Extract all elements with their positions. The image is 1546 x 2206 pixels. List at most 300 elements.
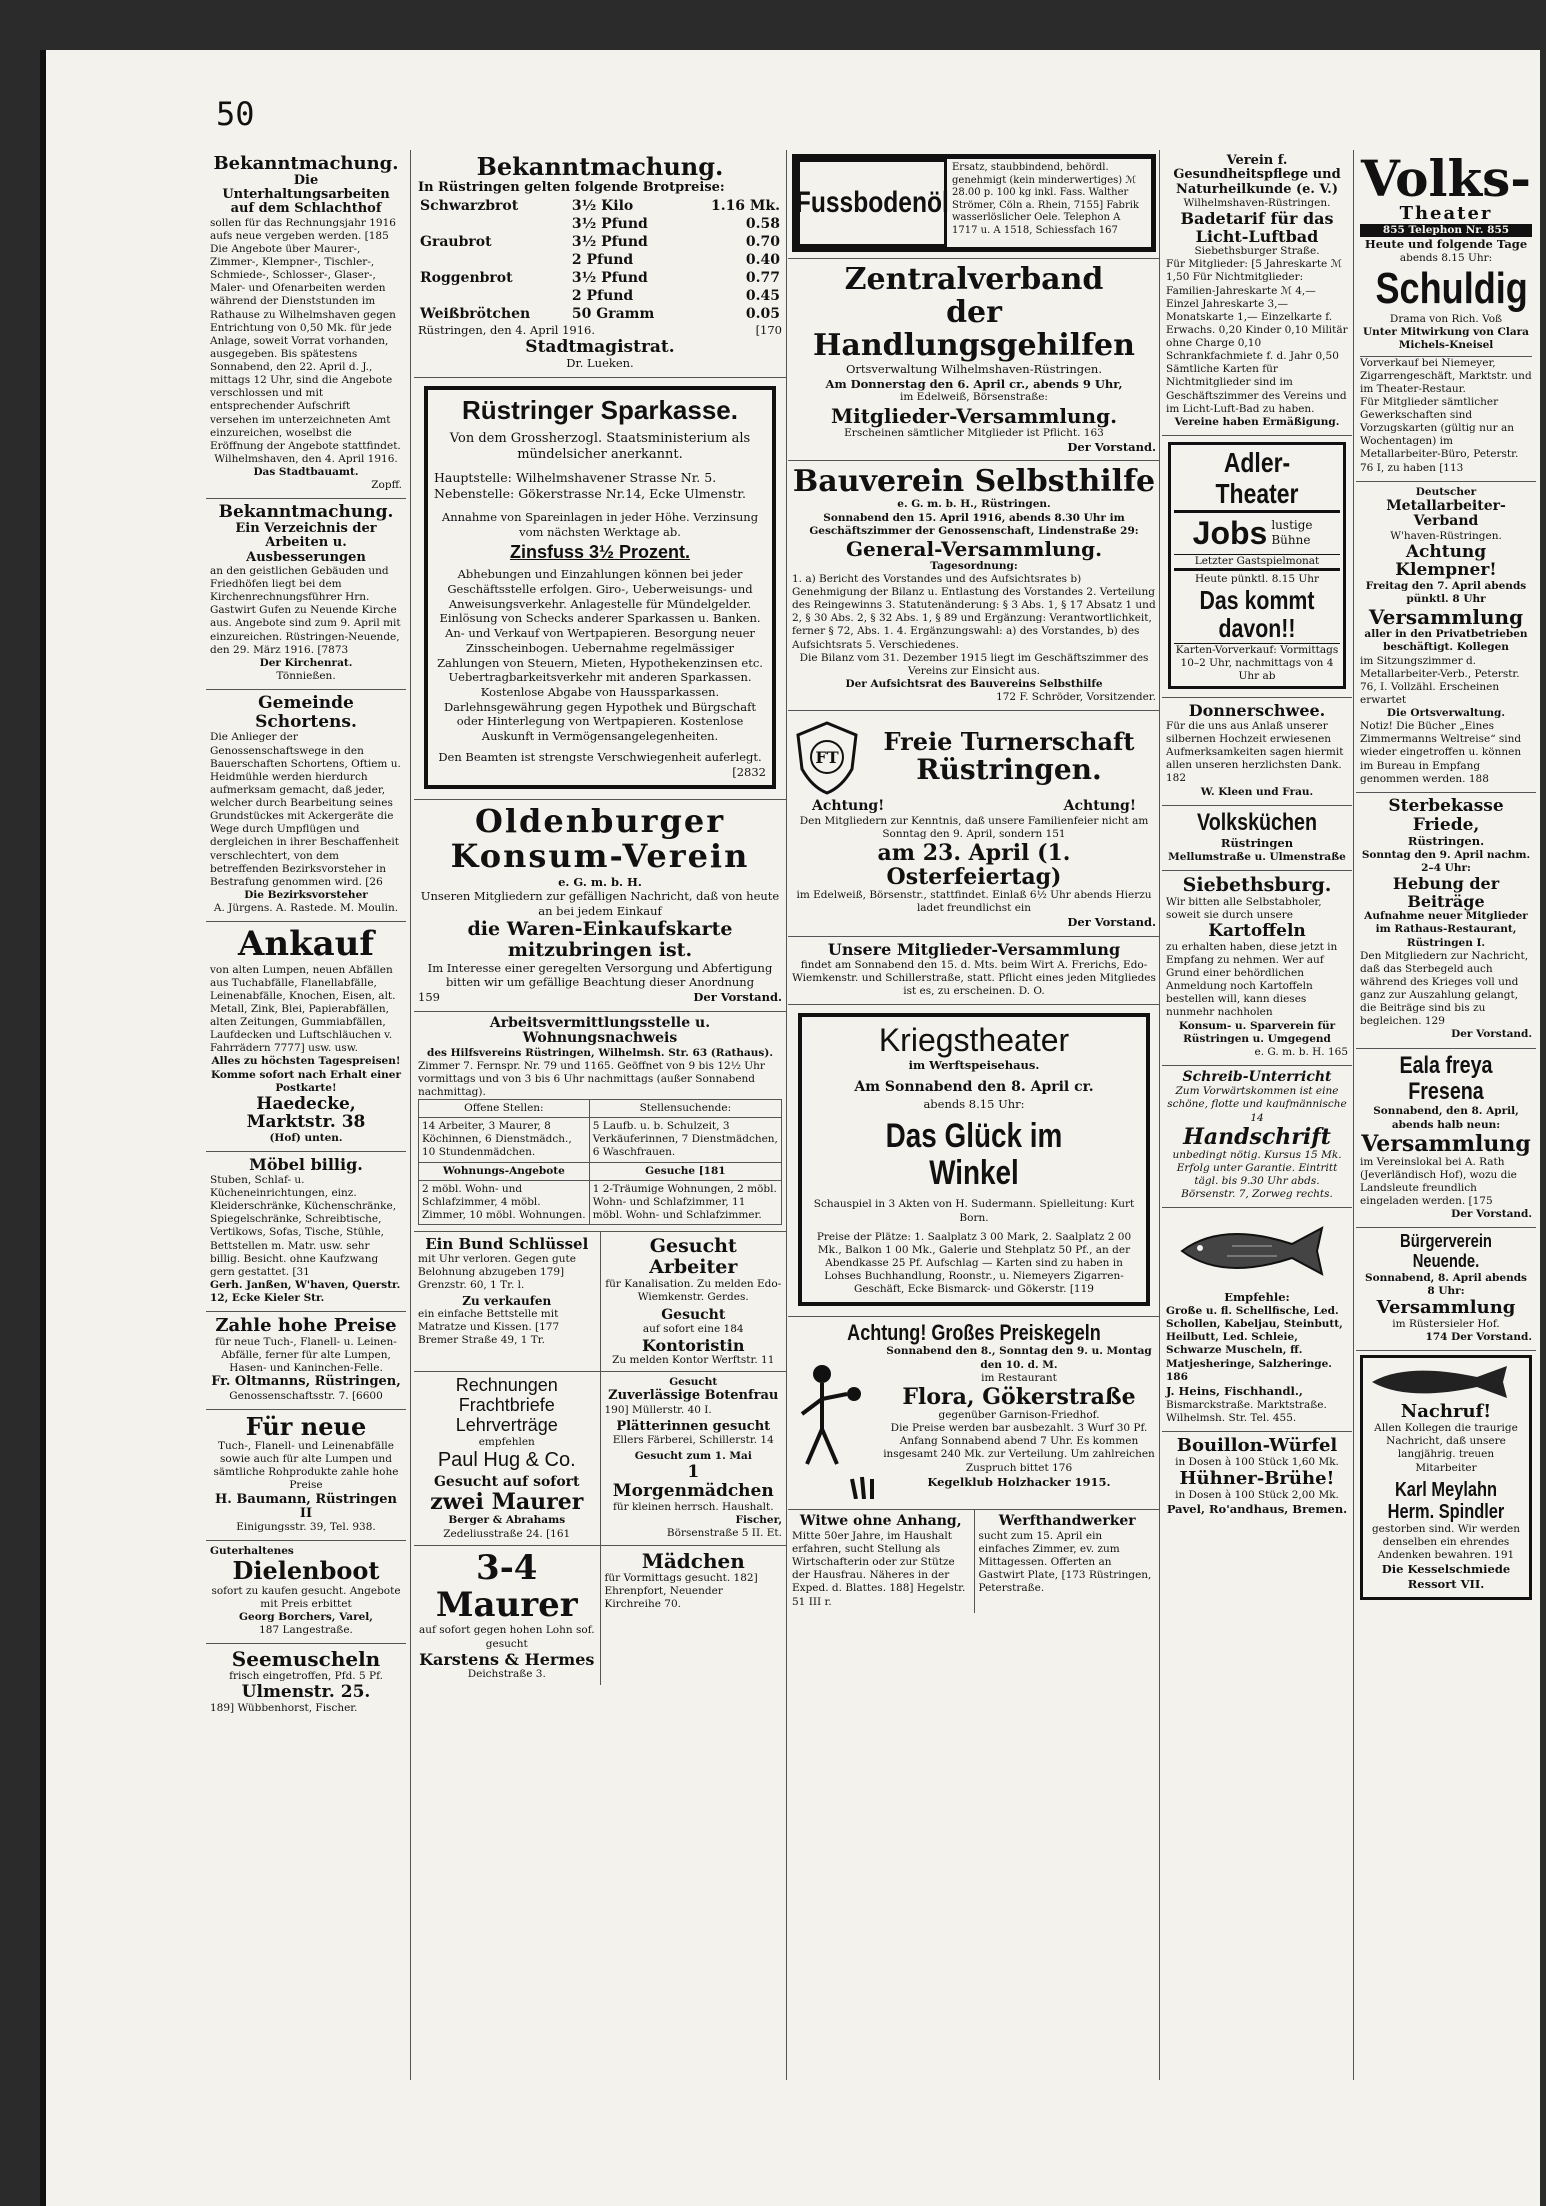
ad-play-title: Das kommt davon!!: [1199, 584, 1315, 644]
ad-intro: In Rüstringen gelten folgende Brotpreise:: [418, 180, 725, 196]
ad-price-list: Für Mitglieder: [5 Jahreskarte ℳ 1,50 Für Nichtmitglieder: Familien-Jahreskarte ℳ 4,— Einzel Jahreskarte 3,— Monatskarte 1,— Einzelkarte f. Erwachs. 0,20 Kinder 0,10 Militär ohne Charge 0,10 Schrankfachmiete f. d. Jahr 0,50: [1166, 258, 1348, 363]
table-cell: 0.05: [745, 306, 780, 323]
ad-title: Bauverein Selbsthilfe: [792, 464, 1156, 500]
ad-name: Konsum- u. Sparverein für Rüstringen u. Umgegend: [1178, 1019, 1336, 1045]
ad-name: W. Kleen und Frau.: [1200, 785, 1314, 798]
table-header: Gesuche [181: [589, 1162, 781, 1180]
ad-annahme: Annahme von Spareinlagen in jeder Höhe. Verzinsung vom nächsten Werktage ab.: [441, 509, 759, 539]
ad-cast: Unter Mitwirkung von Clara Michels-Kneisel: [1363, 326, 1529, 352]
ad-subtitle: lustige Bühne: [1271, 518, 1313, 548]
ad-title: Arbeitsvermittlungsstelle u. Wohnungsnachweis: [489, 1014, 711, 1047]
ad-konsumverein: [414, 800, 786, 1011]
table-cell: 5 Laufb. u. b. Schulzeit, 3 Verkäuferinnen, 7 Dienstmädchen, 6 Waschfrauen.: [589, 1118, 781, 1162]
column-rule: [410, 150, 411, 2080]
ad-pre: Gesucht zum 1. Mai: [634, 1450, 752, 1463]
ad-name: Pavel, Ro'andhaus, Bremen.: [1166, 1501, 1348, 1516]
table-cell: 50 Gramm: [571, 306, 655, 323]
ad-signature: Der Kirchenrat.: [259, 656, 353, 669]
ad-body: Die Preise werden bar ausbezahlt. 3 Wurf 30 Pf. Anfang Sonnabend abend 7 Uhr. Es kommen insgesamt 240 Mk. zur Verteilung. Um zahlreichen Zuspruch bittet 176: [883, 1422, 1155, 1474]
ad-hauptstelle: Hauptstelle: Wilhelmshavener Strasse Nr. 5.: [434, 469, 717, 485]
ad-name: Paul Hug & Co.: [437, 1448, 576, 1471]
ad-title: Möbel billig.: [249, 1155, 363, 1175]
ad-name: Zopff.: [371, 479, 402, 492]
ad-title: Bürgerverein Neuende.: [1400, 1231, 1492, 1272]
table-cell: 1.16 Mk.: [710, 198, 780, 215]
ad-subtitle: e. G. m. b. H., Rüstringen.: [897, 498, 1051, 511]
ad-name: Karl Meylahn: [1394, 1478, 1498, 1501]
ad-title: Werfthandwerker: [998, 1513, 1136, 1530]
ad-title: zwei Maurer: [430, 1489, 584, 1516]
ad-body: Stuben, Schlaf- u. Kücheneinrichtungen, einz. Kleiderschränke, Küchenschränke, Spiegelschränke, Schreibtische, Vertikows, Sofas, Tische, Stühle, Bettstellen m. Matr. usw. sehr billig. Besicht. ohne Kaufzwang gern gestattet. [31: [210, 1173, 397, 1278]
table-cell: 3½ Pfund: [571, 270, 648, 287]
ad-highlight: Achtung Klempner!: [1395, 541, 1497, 581]
ad-text: Letzter Gastspielmonat: [1194, 554, 1320, 567]
ad-seemuscheln: [206, 1644, 406, 1721]
table-cell: 2 möbl. Wohn- und Schlafzimmer, 4 möbl. Zimmer, 10 möbl. Wohnungen.: [419, 1180, 590, 1224]
ad-signature: Der Vorstand.: [1067, 915, 1156, 930]
table-header: Wohnungs-Angebote: [419, 1162, 590, 1180]
ad-subtitle: Die Unterhaltungsarbeiten auf dem Schlachthof: [222, 172, 390, 217]
ad-title: 1 Morgenmädchen: [612, 1462, 774, 1502]
ad-place: im Edelweiß, Börsenstraße:: [900, 391, 1048, 404]
ad-ref: 159: [418, 990, 440, 1005]
ad-fischhandlung: [1162, 1208, 1352, 1431]
table-cell: [418, 215, 570, 233]
ad-address: Ulmenstr. 25.: [241, 1682, 371, 1703]
ad-text-2: Im Interesse einer geregelten Versorgung und Abfertigung bitten wir um gefällige Beachtung dieser Anordnung: [427, 960, 773, 990]
ad-title: Achtung! Großes Preiskegeln: [847, 1320, 1101, 1346]
ad-highlight: Hühner-Brühe!: [1179, 1467, 1335, 1489]
ad-body: Allen Kollegen die traurige Nachricht, daß unsere langjährig. treuen Mitarbeiter: [1374, 1422, 1518, 1474]
ad-place: im Rüstersieler Hof.: [1392, 1318, 1500, 1331]
ad-arbeitsvermittlung: [414, 1012, 786, 1232]
ad-donnerschwee: [1162, 698, 1352, 805]
ad-body: findet am Sonnabend den 15. d. Mts. beim Wirt A. Frerichs, Edo-Wiemkenstr. und Schillerstraße, statt. Pflicht eines jeden Mitgliedes ist es, zu erscheinen. D. O.: [792, 958, 1156, 997]
ad-subtitle: W'haven-Rüstringen.: [1390, 529, 1502, 542]
ad-address: Einigungsstr. 39, Tel. 938.: [236, 1521, 376, 1534]
ad-body: Ersatz, staubbindend, behördl. genehmigt (kein minderwertiges) ℳ 28.00 p. 100 kg inkl. Fass. Walther Strömer, Cöln a. Rhein, 7155] Fabrik wasserlöslicher Oele. Telephon A 1717 u. A 1518, Schiessfach 167: [947, 159, 1151, 247]
ad-address: Zedeliusstraße 24. [161: [443, 1527, 571, 1540]
ad-names: A. Jürgens. A. Rastede. M. Moulin.: [213, 902, 399, 915]
ad-subtitle: Theater: [1399, 203, 1493, 224]
ad-title: Gemeinde Schortens.: [255, 693, 357, 732]
ad-subtitle: Von dem Grossherzogl. Staatsministerium als mündelsicher anerkannt.: [449, 430, 751, 463]
ad-body: Zum Vorwärtskommen ist eine schöne, flotte und kaufmännische 14: [1167, 1085, 1347, 1124]
column-3: [788, 150, 1160, 2080]
ad-highlight: Badetarif für das Licht-Luftbad: [1180, 209, 1334, 246]
ad-schlachthof: [206, 150, 406, 499]
ad-title: Ankauf: [237, 924, 375, 965]
ad-name: Georg Borchers, Varel,: [239, 1611, 373, 1624]
ad-title: Adler-Theater: [1215, 446, 1299, 509]
ad-volkstheater: [1356, 150, 1536, 482]
ad-name: Berger & Abrahams: [448, 1514, 566, 1527]
fish-icon: [1172, 1216, 1342, 1286]
ad-attention: Achtung!: [1063, 798, 1136, 815]
ad-subtitle: des Hilfsvereins Rüstringen, Wilhelmsh. Str. 63 (Rathaus).: [427, 1046, 773, 1059]
ad-footer: 189] Wübbenhorst, Fischer.: [210, 1702, 358, 1715]
ad-highlight: Versammlung: [1376, 1297, 1516, 1319]
ad-name: H. Baumann, Rüstringen II: [215, 1491, 397, 1521]
ad-subtitle: Wilhelmshaven-Rüstringen.: [1183, 196, 1331, 209]
ad-address: Mellumstraße u. Ulmenstraße: [1168, 850, 1346, 863]
ad-title: Dielenboot: [232, 1556, 380, 1586]
ad-name: Dr. Lueken.: [566, 356, 634, 371]
table-cell: Weißbrötchen: [420, 306, 531, 323]
ad-title: Mädchen: [641, 1548, 745, 1573]
ad-signature: Stadtmagistrat.: [525, 336, 675, 357]
ad-date: Heute und folgende Tage: [1364, 236, 1528, 251]
ad-title: Frachtbriefe: [458, 1395, 555, 1416]
newspaper-page: [40, 50, 1540, 2206]
ad-body: Tuch-, Flanell- und Leinenabfälle sowie auch für alte Lumpen und sämtliche Rohprodukte zahle hohe Preise: [213, 1440, 399, 1492]
ad-name: Fr. Oltmanns, Rüstringen,: [211, 1374, 401, 1390]
ad-text: Zimmer 7. Fernspr. Nr. 79 und 1165. Geöffnet von 9 bis 12½ Uhr vormittags und von 3 bis 6 Uhr nachmittags (außer Sonnabend nachmittag).: [418, 1059, 765, 1098]
ad-ref: e. G. m. b. H. 165: [1254, 1045, 1348, 1058]
ad-body: Vorverkauf bei Niemeyer, Zigarrengeschäft, Marktstr. und im Theater-Restaur.: [1360, 356, 1532, 395]
ad-bauverein: [788, 461, 1160, 711]
ad-title: Volksküchen: [1197, 808, 1317, 836]
ad-siebethsburg: [1162, 871, 1352, 1066]
ad-title: Verein f. Gesundheitspflege und Naturheilkunde (e. V.): [1173, 153, 1341, 197]
fish-ornament-icon: [1367, 1362, 1527, 1402]
ad-ref: [2832: [732, 764, 766, 779]
column-rule: [1353, 150, 1354, 2080]
ad-body: ein einfache Bettstelle mit Matratze und Kissen. [177 Bremer Straße 49, 1 Tr.: [418, 1308, 560, 1347]
page-number: 50: [216, 95, 255, 133]
ad-versammlung: Versammlung: [1368, 605, 1524, 630]
ad-nebenstelle: Nebenstelle: Gökerstrasse Nr.14, Ecke Ulmenstr.: [434, 485, 747, 501]
ad-agenda: 1. a) Bericht des Vorstandes und des Aufsichtsrates b) Genehmigung der Bilanz u. Entlastung des Vorstandes 2. Verteilung des Reingewinns 3. Statutenänderung: § 3 Abs. 1, § 17 Absatz 1 und 2, § 30 Abs. 2, § 32 Abs. 1, § 89 und Ergänzung: Verantwortlichkeit, ferner § 72, Abs. 1. 4. Ergänzungswahl: a) des Vorstandes, b) des Aufsichtsrats 5. Verschiedenes.: [792, 572, 1156, 651]
ad-note: Notiz! Die Bücher „Eines Zimmermanns Weltreise“ sind wieder eingetroffen u. können im Bureau in Empfang genommen werden. 188: [1360, 720, 1522, 785]
bread-price-table: [418, 197, 782, 323]
ad-volkskuechen: [1162, 806, 1352, 871]
ad-title: Bouillon-Würfel: [1176, 1434, 1338, 1456]
ad-body: sucht zum 15. April ein einfaches Zimmer, ev. zum Mittagessen. Offerten an Gastwirt Plate, [173 Rüstringen, Peterstraße.: [978, 1529, 1152, 1595]
ad-row: [414, 1232, 786, 1372]
ad-body: Preise der Plätze: 1. Saalplatz 3 00 Mark, 2. Saalplatz 2 00 Mk., Balkon 1 00 Mk., Galerie und Stehplatz 50 Pf., an der Abendkasse 25 Pf. Aufschlag — Karten sind zu haben in Lohses Buchhandlung, Roonstr., u. Niemeyers Zigarren-Geschäft, Ecke Bismarck- und Gökerstr. [119: [816, 1230, 1132, 1296]
ad-lichtluftbad: [1162, 150, 1352, 436]
column-4: [1162, 150, 1352, 2080]
ad-name: Karstens & Hermes: [419, 1649, 595, 1669]
table-cell: 2 Pfund: [571, 252, 634, 269]
ad-body: mit Uhr verloren. Gegen gute Belohnung abzugeben 179] Grenzstr. 60, 1 Tr. l.: [418, 1252, 576, 1291]
ad-byline: Schauspiel in 3 Akten von H. Sudermann. Spielleitung: Kurt Born.: [813, 1198, 1135, 1224]
table-cell: Graubrot: [420, 234, 492, 251]
ad-date: Sonnabend, den 8. April, abends halb neun:: [1373, 1105, 1519, 1131]
ad-byline: Drama von Rich. Voß: [1389, 313, 1503, 326]
ad-signature: Kegelklub Holzhacker 1915.: [927, 1474, 1111, 1489]
ad-body: an den geistlichen Gebäuden und Friedhöfen liegt bei dem Kirchenrechnungsführer Hrn. Gastwirt Gufen zu Neuende Kirche aus. Angebote sind zum 9. April mit einzureichen. Rüstringen-Neuende, den 29. März 1916. [7873: [210, 564, 401, 656]
ad-text-2: im Edelweiß, Börsenstr., stattfindet. Einlaß 6½ Uhr abends Hierzu ladet freundlichst ein: [796, 889, 1152, 915]
ad-body: Zu melden Kontor Werftstr. 11: [612, 1354, 775, 1367]
ad-title: Für neue: [245, 1411, 367, 1441]
ad-attention: Achtung!: [812, 798, 885, 815]
ad-title: 3-4 Maurer: [435, 1547, 578, 1626]
ad-body: Karten-Vorverkauf: Vormittags 10–2 Uhr, nachmittags von 4 Uhr ab: [1175, 643, 1339, 683]
ad-highlight: Schuldig: [1375, 263, 1528, 313]
ad-title: Witwe ohne Anhang,: [799, 1513, 962, 1530]
table-cell: [418, 251, 570, 269]
ad-time: abends 8.15 Uhr:: [923, 1096, 1025, 1111]
ad-adler-theater: [1162, 436, 1352, 698]
ad-signature: Der Vorstand.: [1451, 1028, 1532, 1041]
ad-highlight: Flora, Gökerstraße: [902, 1383, 1136, 1410]
ad-services: Abhebungen und Einzahlungen können bei jeder Geschäftsstelle erfolgen. Giro-, Ueberweisungs- und Anweisungsverkehr. Anlagestelle für Mündelgelder. Einlösung von Schecks anderer Sparkassen u. Banken. An- und Verkauf von Wertpapieren. Besorgung neuer Zinsscheinbogen. Uebernahme regelmässiger Zahlungen von Steuern, Mieten, Hypothekenzinsen etc. Uebertragbarkeitsverkehr mit anderen Sparkassen. Kostenlose Abgabe von Haussparkassen. Darlehnsgewährung gegen Hypothek und Bürgschaft oder Hinterlegung von Wertpapieren. Kostenlose Auskunft in Vermögensangelegenheiten.: [437, 567, 763, 744]
ad-address: 187 Langestraße.: [259, 1624, 353, 1637]
table-cell: 0.70: [745, 234, 780, 251]
ad-highlight: Jobs: [1192, 514, 1268, 551]
ad-subtitle: Rüstringen: [1220, 836, 1294, 851]
ad-body: Wir bitten alle Selbstabholer, soweit sie durch unsere: [1166, 895, 1322, 921]
ad-dielenboot: [206, 1541, 406, 1644]
ad-signature: Der Vorstand.: [1067, 439, 1156, 454]
ad-name: Haedecke, Marktstr. 38: [246, 1093, 366, 1133]
ad-text: Sämtliche Karten für Nichtmitglieder sind im Geschäftszimmer des Vereins und im Licht-Luft-Bad zu haben.: [1166, 363, 1347, 415]
ad-body: aller in den Privatbetrieben beschäftigt. Kollegen: [1364, 628, 1528, 654]
ad-date: Wilhelmshaven, den 4. April 1916.: [214, 452, 398, 465]
ad-title: Freie Turnerschaft: [883, 726, 1135, 756]
ad-nachruf: [1360, 1355, 1532, 1600]
table-cell: Roggenbrot: [420, 270, 513, 287]
ad-body: für kleinen herrsch. Haushalt.: [612, 1500, 774, 1513]
ad-title: Donnerschwee.: [1188, 701, 1326, 721]
ad-kriegstheater: [788, 1005, 1160, 1317]
ad-body-2: im Sitzungszimmer d. Metallarbeiter-Verb., Peterstr. 76, I. Vollzähl. Erscheinen erwartet: [1360, 654, 1520, 706]
ad-highlight: Kartoffeln: [1208, 921, 1306, 942]
ad-address: (Hof) unten.: [269, 1132, 343, 1145]
ad-signature: Die Kesselschmiede Ressort VII.: [1381, 1562, 1511, 1591]
ad-body: sofort zu kaufen gesucht. Angebote mit Preis erbittet: [211, 1584, 401, 1610]
table-cell: 3½ Pfund: [571, 216, 648, 233]
ad-title: Seemuscheln: [231, 1647, 381, 1672]
table-cell: 3½ Kilo: [571, 198, 634, 215]
ad-signature: Die Bezirksvorsteher: [244, 888, 368, 901]
ad-title: Bekanntmachung.: [476, 152, 724, 181]
table-cell: 0.77: [745, 270, 780, 287]
ad-body: auf sofort eine 184: [642, 1323, 744, 1336]
ad-zahle-hohe-preise: [206, 1312, 406, 1410]
ad-highlight: am 23. April (1. Osterfeiertag): [877, 839, 1071, 890]
ad-title: Bekanntmachung.: [218, 502, 394, 523]
table-row: [418, 233, 782, 251]
ad-body-2: Für Mitglieder sämtlicher Gewerkschaften sind Vorzugskarten (gültig nur an Wochentagen) im Metallarbeiter-Büro, Peterstr. 76 I, zu haben [113: [1360, 395, 1519, 474]
ad-subtitle: im Werftspeisehaus.: [908, 1058, 1040, 1073]
ad-highlight: Versammlung: [1361, 1130, 1531, 1157]
ad-signature: Der Aufsichtsrat des Bauvereins Selbsthilfe: [845, 677, 1103, 690]
ad-body: für neue Tuch-, Flanell- u. Leinen-Abfälle, ferner für alte Lumpen, Hasen- und Kaninchen-Felle.: [215, 1335, 397, 1375]
ad-brotpreise: [414, 150, 786, 378]
ad-title: Volks-: [1360, 150, 1532, 208]
ad-address: Börsenstraße 5 II. Et.: [666, 1527, 782, 1540]
ad-zinsfuss: Zinsfuss 3½ Prozent.: [509, 542, 691, 563]
ad-body: Mitte 50er Jahre, im Haushalt erfahren, sucht Stellung als Wirtschafterin oder zur Stütze der Hausfrau. Näheres in der Exped. d. Blattes. 188] Hegelstr. 51 III r.: [792, 1529, 966, 1608]
ad-body-2: zu erhalten haben, diese jetzt in Empfang zu nehmen. Wer auf Grund einer behördlichen Anmeldung noch Kartoffeln bestellen will, kann dieses nunmehr nachholen: [1166, 940, 1338, 1019]
ad-name-2: Herm. Spindler: [1387, 1500, 1505, 1523]
ad-date: Am Donnerstag den 6. April cr., abends 9 Uhr,: [825, 376, 1123, 391]
ad-title: Lehrverträge: [455, 1414, 558, 1435]
ad-title: Kontoristin: [641, 1335, 745, 1355]
ad-signature: Das Stadtbauamt.: [253, 466, 359, 479]
ad-schreibunterricht: [1162, 1066, 1352, 1208]
ad-title: Plätterinnen gesucht: [616, 1418, 771, 1434]
ad-text: empfehlen: [478, 1435, 535, 1448]
ad-highlight: Das Glück im Winkel: [885, 1116, 1063, 1193]
ad-body: Große u. fl. Schellfische, Led. Schollen, Kabeljau, Steinbutt, Heilbutt, Led. Schleie, Schwarze Muscheln, ff. Matjesheringe, Salzheringe. 186: [1166, 1305, 1343, 1383]
ad-eala-freya-fresena: [1356, 1049, 1536, 1229]
ad-time: abends 8.15 Uhr:: [1399, 251, 1493, 264]
ad-title: Gesucht: [661, 1307, 726, 1324]
ad-ref: [170: [755, 323, 782, 338]
ad-body: im Vereinslokal bei A. Rath (Jeverländisch Hof), wozu die Landsleute freundlich eingeladen werden. [175: [1360, 1155, 1517, 1208]
column-1: [206, 150, 406, 2080]
ad-body: für Kanalisation. Zu melden Edo-Wiemkenstr. Gerdes.: [605, 1277, 782, 1303]
table-row: [418, 269, 782, 287]
ad-text: Den Mitgliedern zur Kenntnis, daß unsere Familienfeier nicht am Sonntag den 9. April, sondern 151: [799, 814, 1149, 840]
ad-pre: Guterhaltenes: [210, 1545, 294, 1558]
ad-title: Rechnungen: [455, 1375, 558, 1396]
ad-title-2: Rüstringen.: [916, 752, 1102, 786]
table-cell: 14 Arbeiter, 3 Maurer, 8 Köchinnen, 6 Dienstmädch., 10 Stundenmädchen.: [419, 1118, 590, 1162]
ad-title: Siebethsburg.: [1182, 873, 1332, 896]
ad-name: J. Heins, Fischhandl.,: [1166, 1383, 1303, 1398]
table-cell: 2 Pfund: [571, 288, 634, 305]
ad-aufnahme: Aufnahme neuer Mitglieder: [1364, 910, 1528, 923]
ad-mitgliederversammlung: [788, 937, 1160, 1005]
ad-title: Zahle hohe Preise: [215, 1315, 397, 1337]
ad-pre: Gesucht: [669, 1376, 718, 1389]
ad-title-2: Konsum-Verein: [450, 837, 750, 876]
table-row: [418, 305, 782, 323]
bowling-players-icon: [792, 1349, 882, 1499]
svg-text:FT: FT: [815, 748, 839, 768]
ad-title-2: der Handlungsgehilfen: [813, 295, 1135, 363]
table-header: Stellensuchende:: [589, 1100, 781, 1118]
ad-address: Bismarckstraße. Marktstraße. Wilhelmsh. Str. Tel. 455.: [1166, 1398, 1327, 1424]
ad-body: auf sofort gegen hohen Lohn sof. gesucht: [418, 1624, 595, 1650]
ad-subtitle: e. G. m. b. H.: [558, 874, 642, 889]
ad-row: [788, 1510, 1160, 1612]
ad-text: Unseren Mitgliedern zur gefälligen Nachricht, daß von heute an bei jedem Einkauf: [420, 889, 780, 919]
ad-title: Nachruf!: [1400, 1401, 1492, 1423]
ad-pre: Deutscher: [1415, 485, 1477, 498]
ad-title: Fussbodenöl: [795, 186, 949, 219]
column-rule: [786, 150, 787, 2080]
ad-signature: Vereine haben Ermäßigung.: [1174, 415, 1340, 428]
ad-subtitle: Ortsverwaltung Wilhelmshaven-Rüstringen.: [845, 362, 1102, 376]
ad-date: Sonnabend, 8. April abends 8 Uhr:: [1365, 1272, 1527, 1298]
ad-bouillon: [1162, 1432, 1352, 1523]
ad-body: in Dosen à 100 Stück 1,60 Mk.: [1175, 1455, 1339, 1468]
table-cell: 0.45: [745, 288, 780, 305]
table-row: [418, 197, 782, 215]
table-cell: 1 2-Träumige Wohnungen, 2 möbl. Wohn- und Schlafzimmer, 11 möbl. Wohn- und Schlafzimmer.: [589, 1180, 781, 1224]
turner-crest-icon: [792, 719, 862, 795]
ad-place: im Rathaus-Restaurant, Rüstringen I.: [1375, 923, 1517, 949]
ad-buergerverein: [1356, 1228, 1536, 1351]
ad-signature: Die Ortsverwaltung.: [1386, 707, 1506, 720]
ad-moebel: [206, 1152, 406, 1312]
ad-signature: Der Vorstand.: [1451, 1208, 1532, 1221]
ad-address: 190] Müllerstr. 40 I.: [604, 1403, 712, 1416]
ad-footer: Den Beamten ist strengste Verschwiegenheit auferlegt.: [438, 749, 762, 764]
ad-ankauf: [206, 922, 406, 1152]
ad-preiskegeln: [788, 1317, 1160, 1510]
ad-date: Sonntag den 9. April nachm. 2–4 Uhr:: [1361, 848, 1531, 875]
ad-date: Sonnabend den 8., Sonntag den 9. u. Montag den 10. d. M.: [886, 1345, 1152, 1371]
ad-date: Freitag den 7. April abends pünktl. 8 Uhr: [1365, 580, 1527, 606]
ad-note: Alles zu höchsten Tagespreisen! Komme sofort nach Erhalt einer Postkarte!: [210, 1055, 402, 1094]
ad-place: im Restaurant: [981, 1371, 1057, 1384]
ad-pre: Gesucht auf sofort: [433, 1473, 580, 1490]
ad-freie-turnerschaft: [788, 711, 1160, 937]
ad-subtitle: gegenüber Garnison-Friedhof.: [938, 1409, 1100, 1422]
column-5: [1356, 150, 1536, 2080]
ad-agenda-title: Tagesordnung:: [930, 559, 1018, 572]
ad-signature: 174 Der Vorstand.: [1425, 1331, 1532, 1344]
ad-name: Fischer,: [735, 1513, 782, 1526]
ad-body: sollen für das Rechnungsjahr 1916 aufs neue vergeben werden. [185 Die Angebote über Maurer-, Zimmer-, Klempner-, Tischler-, Schmiede-, Schlosser-, Glaser-, Maler- und Ofenarbeiten werden während der Dienststunden im Rathause zu Wilhelmshaven gegen Entrichtung von 0,50 Mk. für jede Anlage, soweit Vorrat vorhanden, ausgegeben. Bis spätestens Sonnabend, den 22. April d. J., mittags 12 Uhr, sind die Angebote verschlossen und mit entsprechender Aufschrift versehen im unterzeichneten Amt einzureichen, woselbst die Eröffnung der Angebote stattfindet.: [210, 216, 401, 452]
ad-body: Für die uns aus Anlaß unserer silbernen Hochzeit erwiesenen Aufmerksamkeiten sagen hiermit allen unseren herzlichsten Dank. 182: [1166, 719, 1344, 785]
ad-zentralverband: [788, 259, 1160, 461]
ad-address: Deichstraße 3.: [467, 1668, 546, 1681]
ad-body-2: unbedingt nötig. Kursus 15 Mk. Erfolg unter Garantie. Eintritt tägl. bis 9.30 Uhr abds. Börsenstr. 7, Zorweg rechts.: [1172, 1148, 1342, 1201]
ad-date: Am Sonnabend den 8. April cr.: [854, 1079, 1094, 1096]
ad-body: Die Anlieger der Genossenschaftswege in den Bauerschaften Schortens, Oftiem u. Heidmühle werden hierdurch aufmerksam gemacht, daß jeder, welcher durch Bearbeitung seines Grundstückes mit Ackergeräte die Wege durch Umpflügen und dergleichen in ihrer Beschaffenheit verschlechtert, von dem betreffenden Bezirksvorsteher in Bestrafung genommen wird. [26: [210, 731, 401, 888]
ad-row: [414, 1546, 786, 1686]
ad-fussbodenoel: [788, 150, 1160, 259]
ad-title: Metallarbeiter-Verband: [1386, 497, 1506, 530]
ad-fuer-neue: [206, 1410, 406, 1542]
ad-name: Tönnießen.: [276, 669, 336, 682]
ad-title: Zentralverband: [844, 262, 1104, 297]
vacancy-table: [418, 1099, 782, 1225]
ad-title: Ein Bund Schlüssel: [425, 1235, 589, 1254]
ad-body: Ellers Färberei, Schillerstr. 14: [612, 1434, 774, 1447]
ad-title: Sterbekasse Friede,: [1388, 795, 1504, 835]
table-header: Offene Stellen:: [419, 1100, 590, 1118]
ad-address: Genossenschaftsstr. 7. [6600: [229, 1389, 383, 1402]
ad-row: [414, 1372, 786, 1545]
ad-highlight: Hebung der Beiträge: [1392, 874, 1500, 911]
ad-title: Zu verkaufen: [462, 1293, 552, 1308]
ad-name: 172 F. Schröder, Vorsitzender.: [996, 691, 1156, 704]
column-2: [414, 150, 786, 2080]
ad-body-2: in Dosen à 100 Stück 2,00 Mk.: [1175, 1488, 1339, 1501]
ad-sparkasse: [414, 378, 786, 800]
ad-text: Erscheinen sämtlicher Mitglieder ist Pflicht. 163: [844, 426, 1104, 439]
ad-title: Gesucht Arbeiter: [649, 1235, 738, 1278]
ad-title: Kriegstheater: [878, 1022, 1070, 1059]
ad-body: von alten Lumpen, neuen Abfällen aus Tuchabfälle, Flanellabfälle, Leinenabfälle, Knochen, Eisen, alt. Metall, Zink, Blei, Papierabfällen, alten Zeitungen, Gummiabfällen, Laufdecken und Luftschläuchen v. Fahrrädern 7777] usw. usw.: [210, 963, 396, 1055]
ad-subtitle: Rüstringen.: [1407, 834, 1485, 849]
ad-body: Den Mitgliedern zur Nachricht, daß das Sterbegeld auch während des Krieges voll und ganz zur Auszahlung gelangt, die Beiträge sind bis zu begleichen. 129: [1360, 949, 1529, 1028]
ad-body: frisch eingetroffen, Pfd. 5 Pf.: [229, 1670, 383, 1683]
ad-highlight: Handschrift: [1183, 1123, 1331, 1150]
ad-kirchenrat: [206, 499, 406, 690]
ad-metallarbeiter: [1356, 482, 1536, 793]
ad-signature: Der Vorstand.: [693, 990, 782, 1005]
ad-highlight: Mitglieder-Versammlung.: [830, 403, 1118, 428]
ad-telephone: 855 Telephon Nr. 855: [1360, 224, 1532, 237]
ad-sterbekasse: [1356, 793, 1536, 1049]
ad-place: Siebethsburger Straße.: [1194, 245, 1320, 258]
ad-date: Sonnabend den 15. April 1916, abends 8.30 Uhr im Geschäftszimmer der Genossenschaft, Lindenstraße 29:: [809, 511, 1139, 537]
ad-title: Eala freya Fresena: [1399, 1051, 1493, 1105]
table-cell: [418, 287, 570, 305]
ad-title: Oldenburger: [474, 802, 726, 841]
ad-highlight: General-Versammlung.: [845, 536, 1103, 561]
